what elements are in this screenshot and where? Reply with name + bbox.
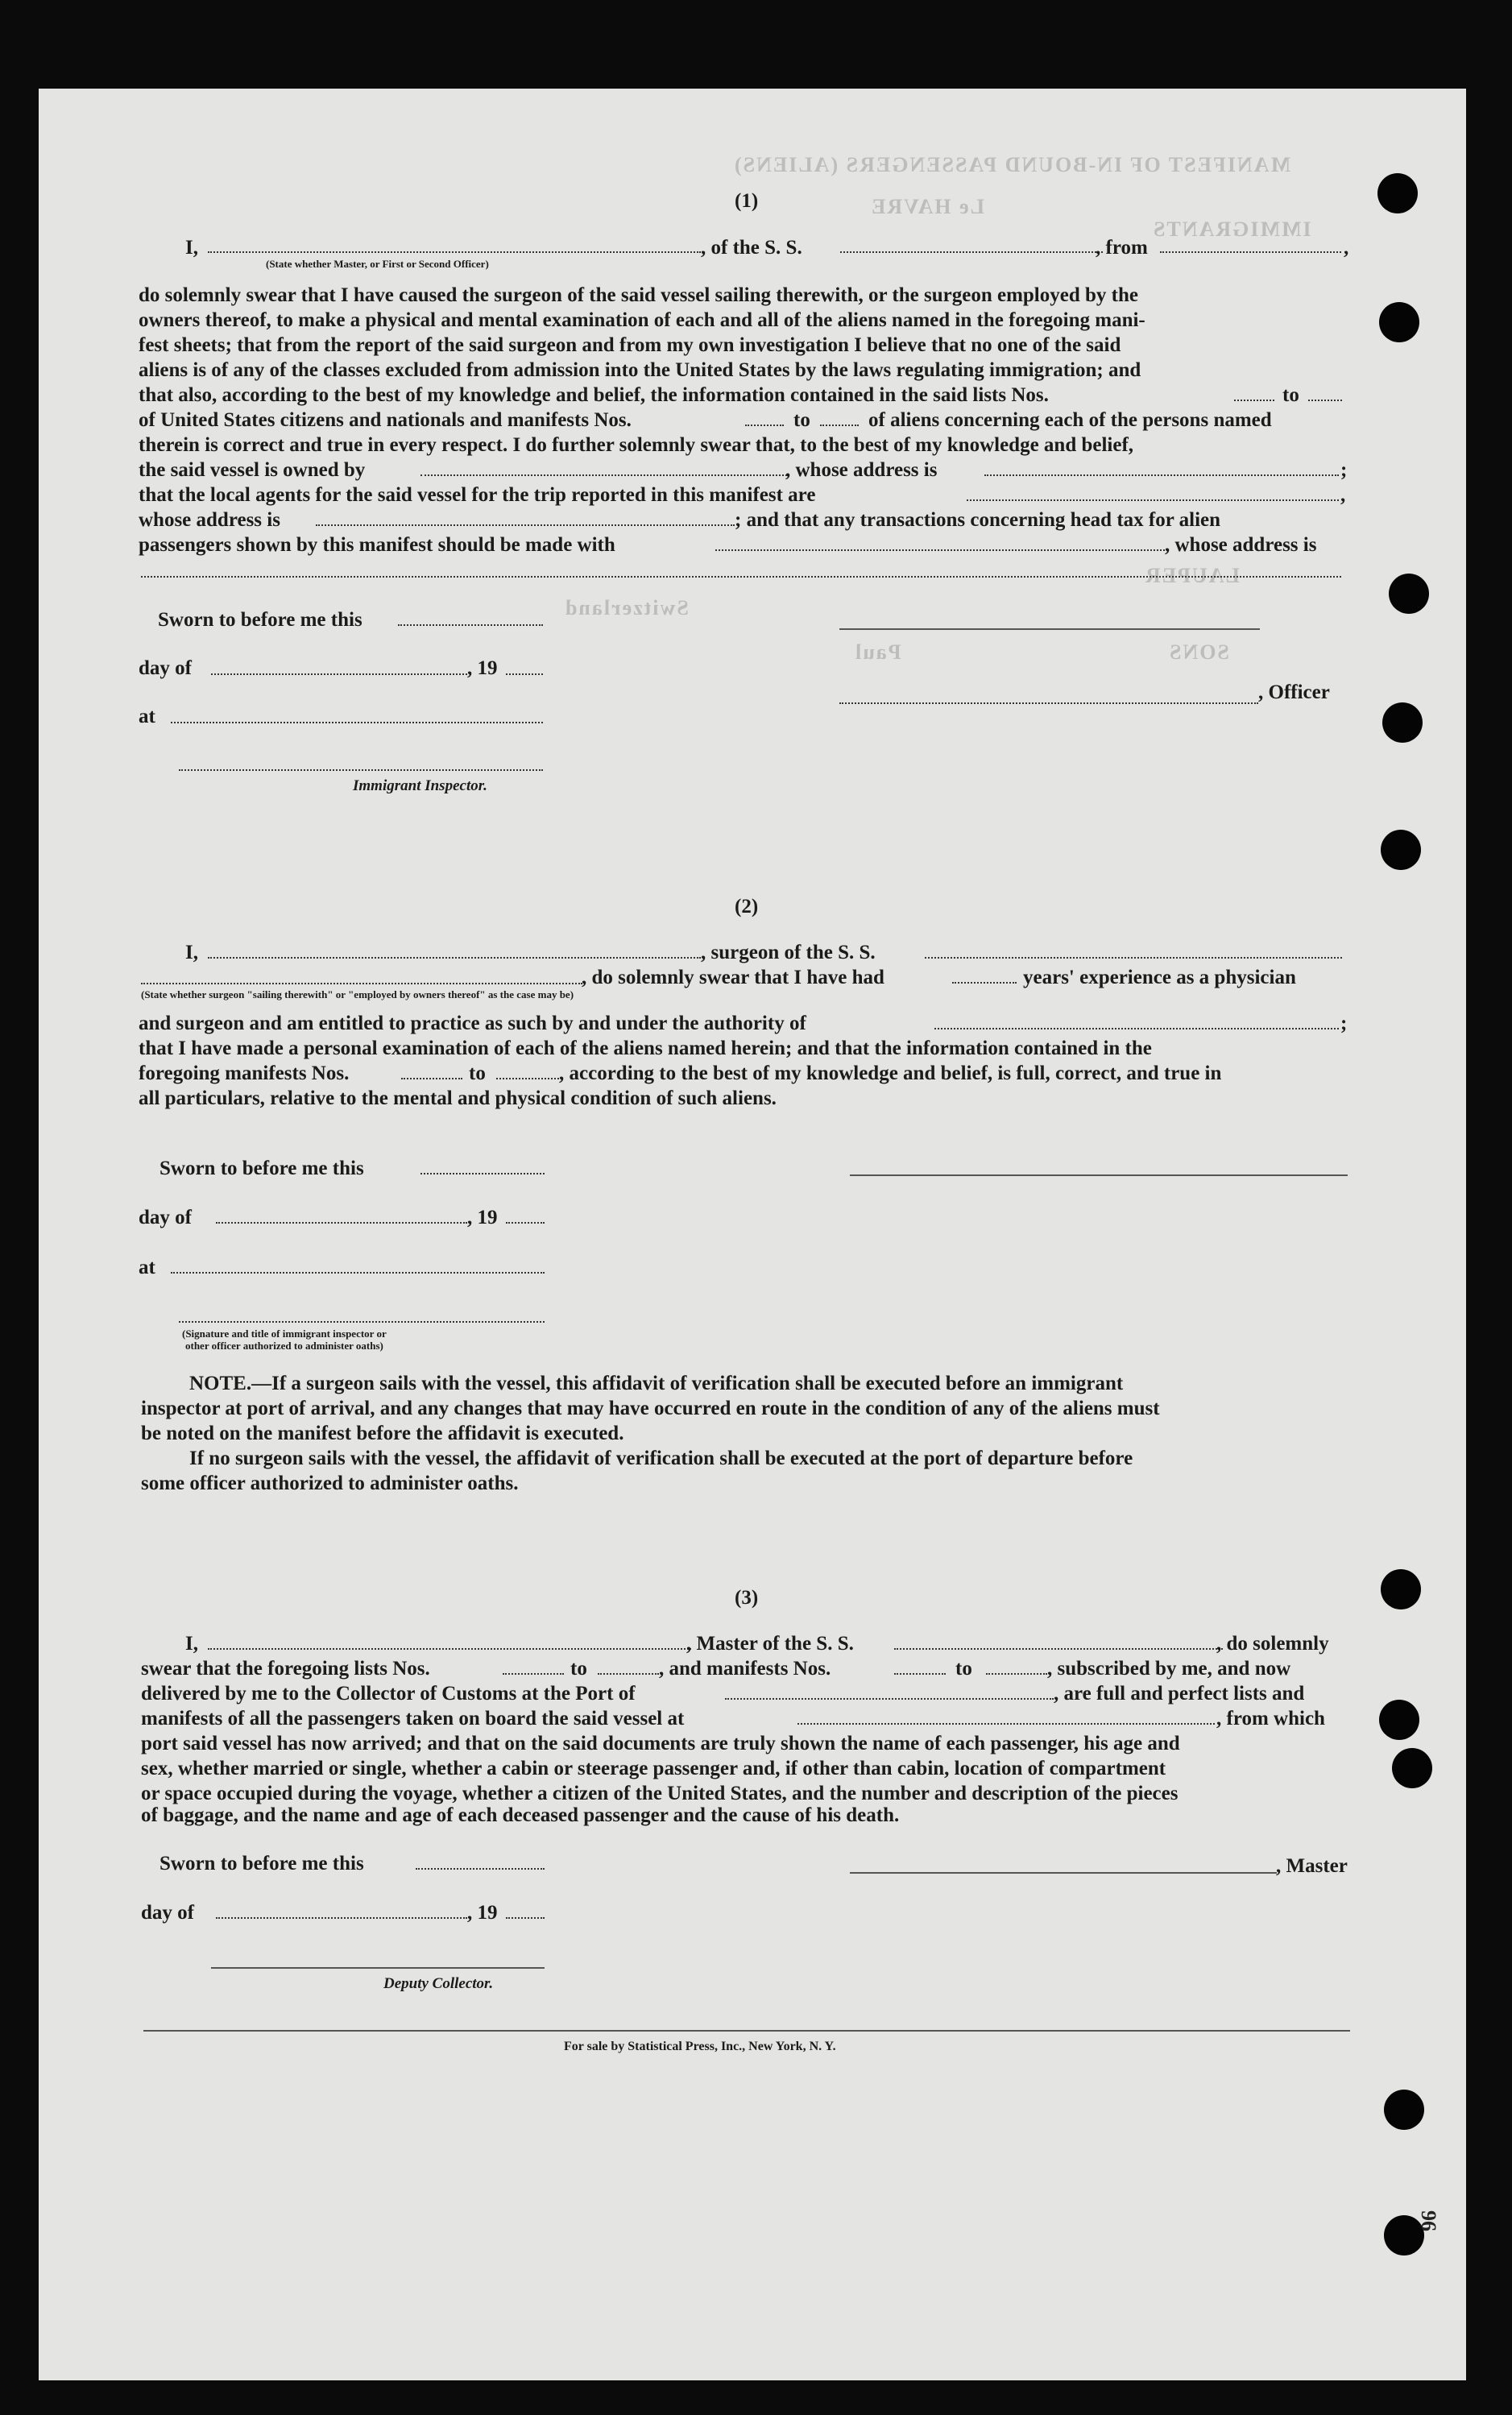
s2-day-of: day of [139,1207,192,1228]
s1-line-8: the said vessel is owned by [139,459,366,481]
s1-day-field[interactable] [211,673,467,675]
s2-signature-line[interactable] [850,1174,1348,1176]
s1-inspector-label: Immigrant Inspector. [353,777,487,794]
s2-semicolon: ; [1340,1013,1348,1034]
note-line-2: inspector at port of arrival, and any changes that may have occurred en route in the condition of any of the aliens must [141,1398,1160,1419]
s3-deputy-signature-line[interactable] [211,1967,545,1969]
s2-authority-field[interactable] [934,1028,1339,1029]
s3-master-signature-line[interactable] [850,1872,1277,1874]
s3-line-2: delivered by me to the Collector of Customs at the Port of [141,1683,636,1705]
s2-day-field[interactable] [216,1222,467,1224]
s3-and-manifests: , and manifests Nos. [659,1658,831,1680]
s1-lists-to-field[interactable] [1308,400,1342,401]
s3-line-6: or space occupied during the voyage, whether a citizen of the United States, and the number and description of the pieces [141,1783,1179,1804]
s3-vessel-field[interactable] [894,1648,1223,1650]
s3-master-of: , Master of the S. S. [686,1633,854,1655]
s1-at-field[interactable] [171,722,543,723]
s2-year-field[interactable] [506,1222,545,1224]
s1-line-9: that the local agents for the said vessel for the trip reported in this manifest are [139,484,816,506]
s1-officer-field[interactable] [839,702,1258,704]
s1-line-10: whose address is [139,509,280,531]
s2-line-2: that I have made a personal examination of each of the aliens named herein; and that the information contained in the [139,1038,1152,1059]
s1-officer: , Officer [1258,681,1330,703]
s3-sworn: Sworn to before me this [159,1853,364,1874]
s3-lists-to-field[interactable] [598,1673,659,1675]
bleed-through-text: Le HAVRE [870,195,984,218]
s1-whose-address-2: , whose address is [1165,534,1317,556]
s3-do-solemnly: , do solemnly [1216,1633,1329,1655]
s1-head-tax-field[interactable] [715,549,1168,551]
s1-line-6: of United States citizens and nationals and manifests Nos. [139,409,632,431]
s2-to: to [469,1063,486,1084]
s2-officer-signature-field[interactable] [179,1321,545,1323]
punch-hole [1379,1700,1419,1740]
punch-hole [1382,702,1423,743]
s1-whose-address: , whose address is [785,459,938,481]
s3-manifest-to-field[interactable] [986,1673,1047,1675]
s3-to: to [570,1658,587,1680]
bleed-through-text: Switzerland [564,596,689,619]
s1-owner-field[interactable] [420,474,787,476]
s2-sworn: Sworn to before me this [159,1158,364,1179]
s1-inspector-signature-field[interactable] [179,769,543,771]
s3-i-label: I, [185,1633,198,1655]
note-line-1 [189,1372,1123,1396]
bleed-through-text: LAUPER [1144,564,1240,587]
s1-line-4: aliens is of any of the classes excluded from admission into the United States by the laws regulating immigration; and [139,359,1141,381]
s1-line-7: therein is correct and true in every respect. I do further solemnly swear that, to the best of my knowledge and belief, [139,434,1134,456]
punch-hole [1381,830,1421,870]
s1-sworn: Sworn to before me this [158,609,362,631]
s3-line-5: sex, whether married or single, whether a cabin or steerage passenger and, if other than cabin, location of compartment [141,1758,1166,1779]
section-3-heading: (3) [735,1587,759,1609]
section-2-heading: (2) [735,896,759,918]
note-label: NOTE. [189,1373,252,1394]
bleed-through-text: SONS [1168,640,1229,664]
s3-from-which: , from which [1216,1708,1325,1729]
s3-sworn-field[interactable] [416,1868,545,1870]
s1-agents-field[interactable] [967,499,1339,501]
s1-line-3: fest sheets; that from the report of the said surgeon and from my own investigation I believe that no one of the said [139,334,1121,356]
s1-agents-address-field[interactable] [316,524,735,526]
s2-hint: (State whether surgeon "sailing therewith" or "employed by owners thereof" as the case may be) [141,988,574,1000]
footer-rule [143,2030,1350,2032]
s1-signature-line[interactable] [839,628,1260,630]
bleed-through-text: Paul [854,640,901,664]
note-line-4: If no surgeon sails with the vessel, the affidavit of verification shall be executed at the port of departure before [189,1448,1133,1469]
s1-of-aliens: of aliens concerning each of the persons named [868,409,1272,431]
s1-year-field[interactable] [506,673,543,675]
section-1-heading: (1) [735,190,759,212]
s2-sig-hint-1: (Signature and title of immigrant inspector or [182,1328,387,1340]
s2-sailing-field[interactable] [141,983,582,984]
s1-head-tax: ; and that any transactions concerning head tax for alien [735,509,1221,531]
s3-departure-field[interactable] [797,1723,1215,1725]
s2-years: years' experience as a physician [1023,967,1296,988]
s1-to: to [1282,384,1299,406]
handwritten-page-number: 96 [1417,2210,1440,2231]
s1-year: , 19 [467,657,498,679]
s2-sig-hint-2: other officer authorized to administer oaths) [185,1340,383,1352]
s1-manifest-from-field[interactable] [745,425,784,426]
s3-master-name-field[interactable] [208,1648,691,1650]
s3-subscribed: , subscribed by me, and now [1047,1658,1291,1680]
s3-lists-from-field[interactable] [503,1673,564,1675]
s1-vessel-field[interactable] [840,251,1103,253]
punch-hole [1384,2090,1424,2130]
punch-hole [1392,1748,1432,1788]
s2-surgeon-name-field[interactable] [208,957,701,959]
s2-line-1: and surgeon and am entitled to practice as such by and under the authority of [139,1013,806,1034]
s1-comma: , [1344,237,1349,259]
s1-line-2: owners thereof, to make a physical and mental examination of each and all of the aliens named in the foregoing mani- [139,309,1145,331]
s3-year-field[interactable] [506,1917,545,1919]
note-line-5: some officer authorized to administer oaths. [141,1473,519,1494]
s1-state-hint: (State whether Master, or First or Second Officer) [266,258,489,270]
s3-full-lists: , are full and perfect lists and [1054,1683,1305,1705]
s2-surgeon-of: , surgeon of the S. S. [701,942,876,963]
s2-i-label: I, [185,942,198,963]
s1-manifest-to-field[interactable] [820,425,859,426]
punch-hole [1377,173,1418,213]
s1-line-11: passengers shown by this manifest should be made with [139,534,615,556]
bleed-through-text: MANIFEST OF IN-BOUND PASSENGERS (ALIENS) [733,153,1291,176]
s1-from: , from [1096,237,1148,259]
punch-hole [1381,1569,1421,1609]
note-line-3: be noted on the manifest before the affidavit is executed. [141,1423,624,1444]
punch-hole [1389,574,1429,614]
s2-at-field[interactable] [171,1272,545,1274]
s1-semicolon: ; [1340,459,1348,481]
bleed-through-text: IMMIGRANTS [1152,217,1311,241]
s3-port-field[interactable] [725,1698,1054,1700]
s3-to-2: to [955,1658,972,1680]
s1-from-field[interactable] [1160,251,1341,253]
s2-vessel-field[interactable] [925,957,1342,959]
s1-sworn-field[interactable] [398,624,543,626]
s1-i-label: I, [185,237,198,259]
s2-swear: , do solemnly swear that I have had [582,967,884,988]
s2-year: , 19 [467,1207,498,1228]
s1-line-5: that also, according to the best of my knowledge and belief, the information contained in the said lists Nos. [139,384,1049,406]
s3-line-4: port said vessel has now arrived; and that on the said documents are truly shown the name of each passenger, his age and [141,1733,1180,1754]
s2-sworn-field[interactable] [420,1173,545,1174]
s3-line-1: swear that the foregoing lists Nos. [141,1658,430,1680]
s3-line-3: manifests of all the passengers taken on board the said vessel at [141,1708,685,1729]
s3-day-field[interactable] [216,1917,467,1919]
s1-day-of: day of [139,657,192,679]
s2-according: , according to the best of my knowledge and belief, is full, correct, and true in [559,1063,1222,1084]
s1-officer-name-field[interactable] [208,251,701,253]
s1-owner-address-field[interactable] [984,474,1339,476]
s3-manifest-from-field[interactable] [894,1673,946,1675]
s2-manifest-to-field[interactable] [496,1078,559,1079]
punch-hole [1379,302,1419,342]
s1-to-2: to [793,409,810,431]
s3-year: , 19 [467,1902,498,1924]
s2-years-field[interactable] [952,982,1017,984]
s1-of-ss: , of the S. S. [701,237,802,259]
s2-line-3: foregoing manifests Nos. [139,1063,350,1084]
s3-line-7: of baggage, and the name and age of each deceased passenger and the cause of his death. [141,1804,900,1826]
s3-day-of: day of [141,1902,194,1924]
s2-line-4: all particulars, relative to the mental and physical condition of such aliens. [139,1087,777,1109]
footer-text: For sale by Statistical Press, Inc., New York, N. Y. [564,2040,836,2053]
s1-comma-2: , [1340,484,1346,506]
note-text-1: —If a surgeon sails with the vessel, this affidavit of verification shall be executed before an immigrant [251,1373,1124,1394]
s1-head-tax-address-field[interactable] [141,576,1341,578]
s1-lists-from-field[interactable] [1234,400,1274,401]
s3-deputy-label: Deputy Collector. [383,1975,494,1992]
s1-line-1: do solemnly swear that I have caused the surgeon of the said vessel sailing therewith, or the surgeon employed by the [139,284,1138,306]
s2-manifest-from-field[interactable] [401,1078,462,1079]
s3-master: , Master [1276,1855,1348,1877]
s2-at: at [139,1257,155,1278]
s1-at: at [139,706,155,727]
